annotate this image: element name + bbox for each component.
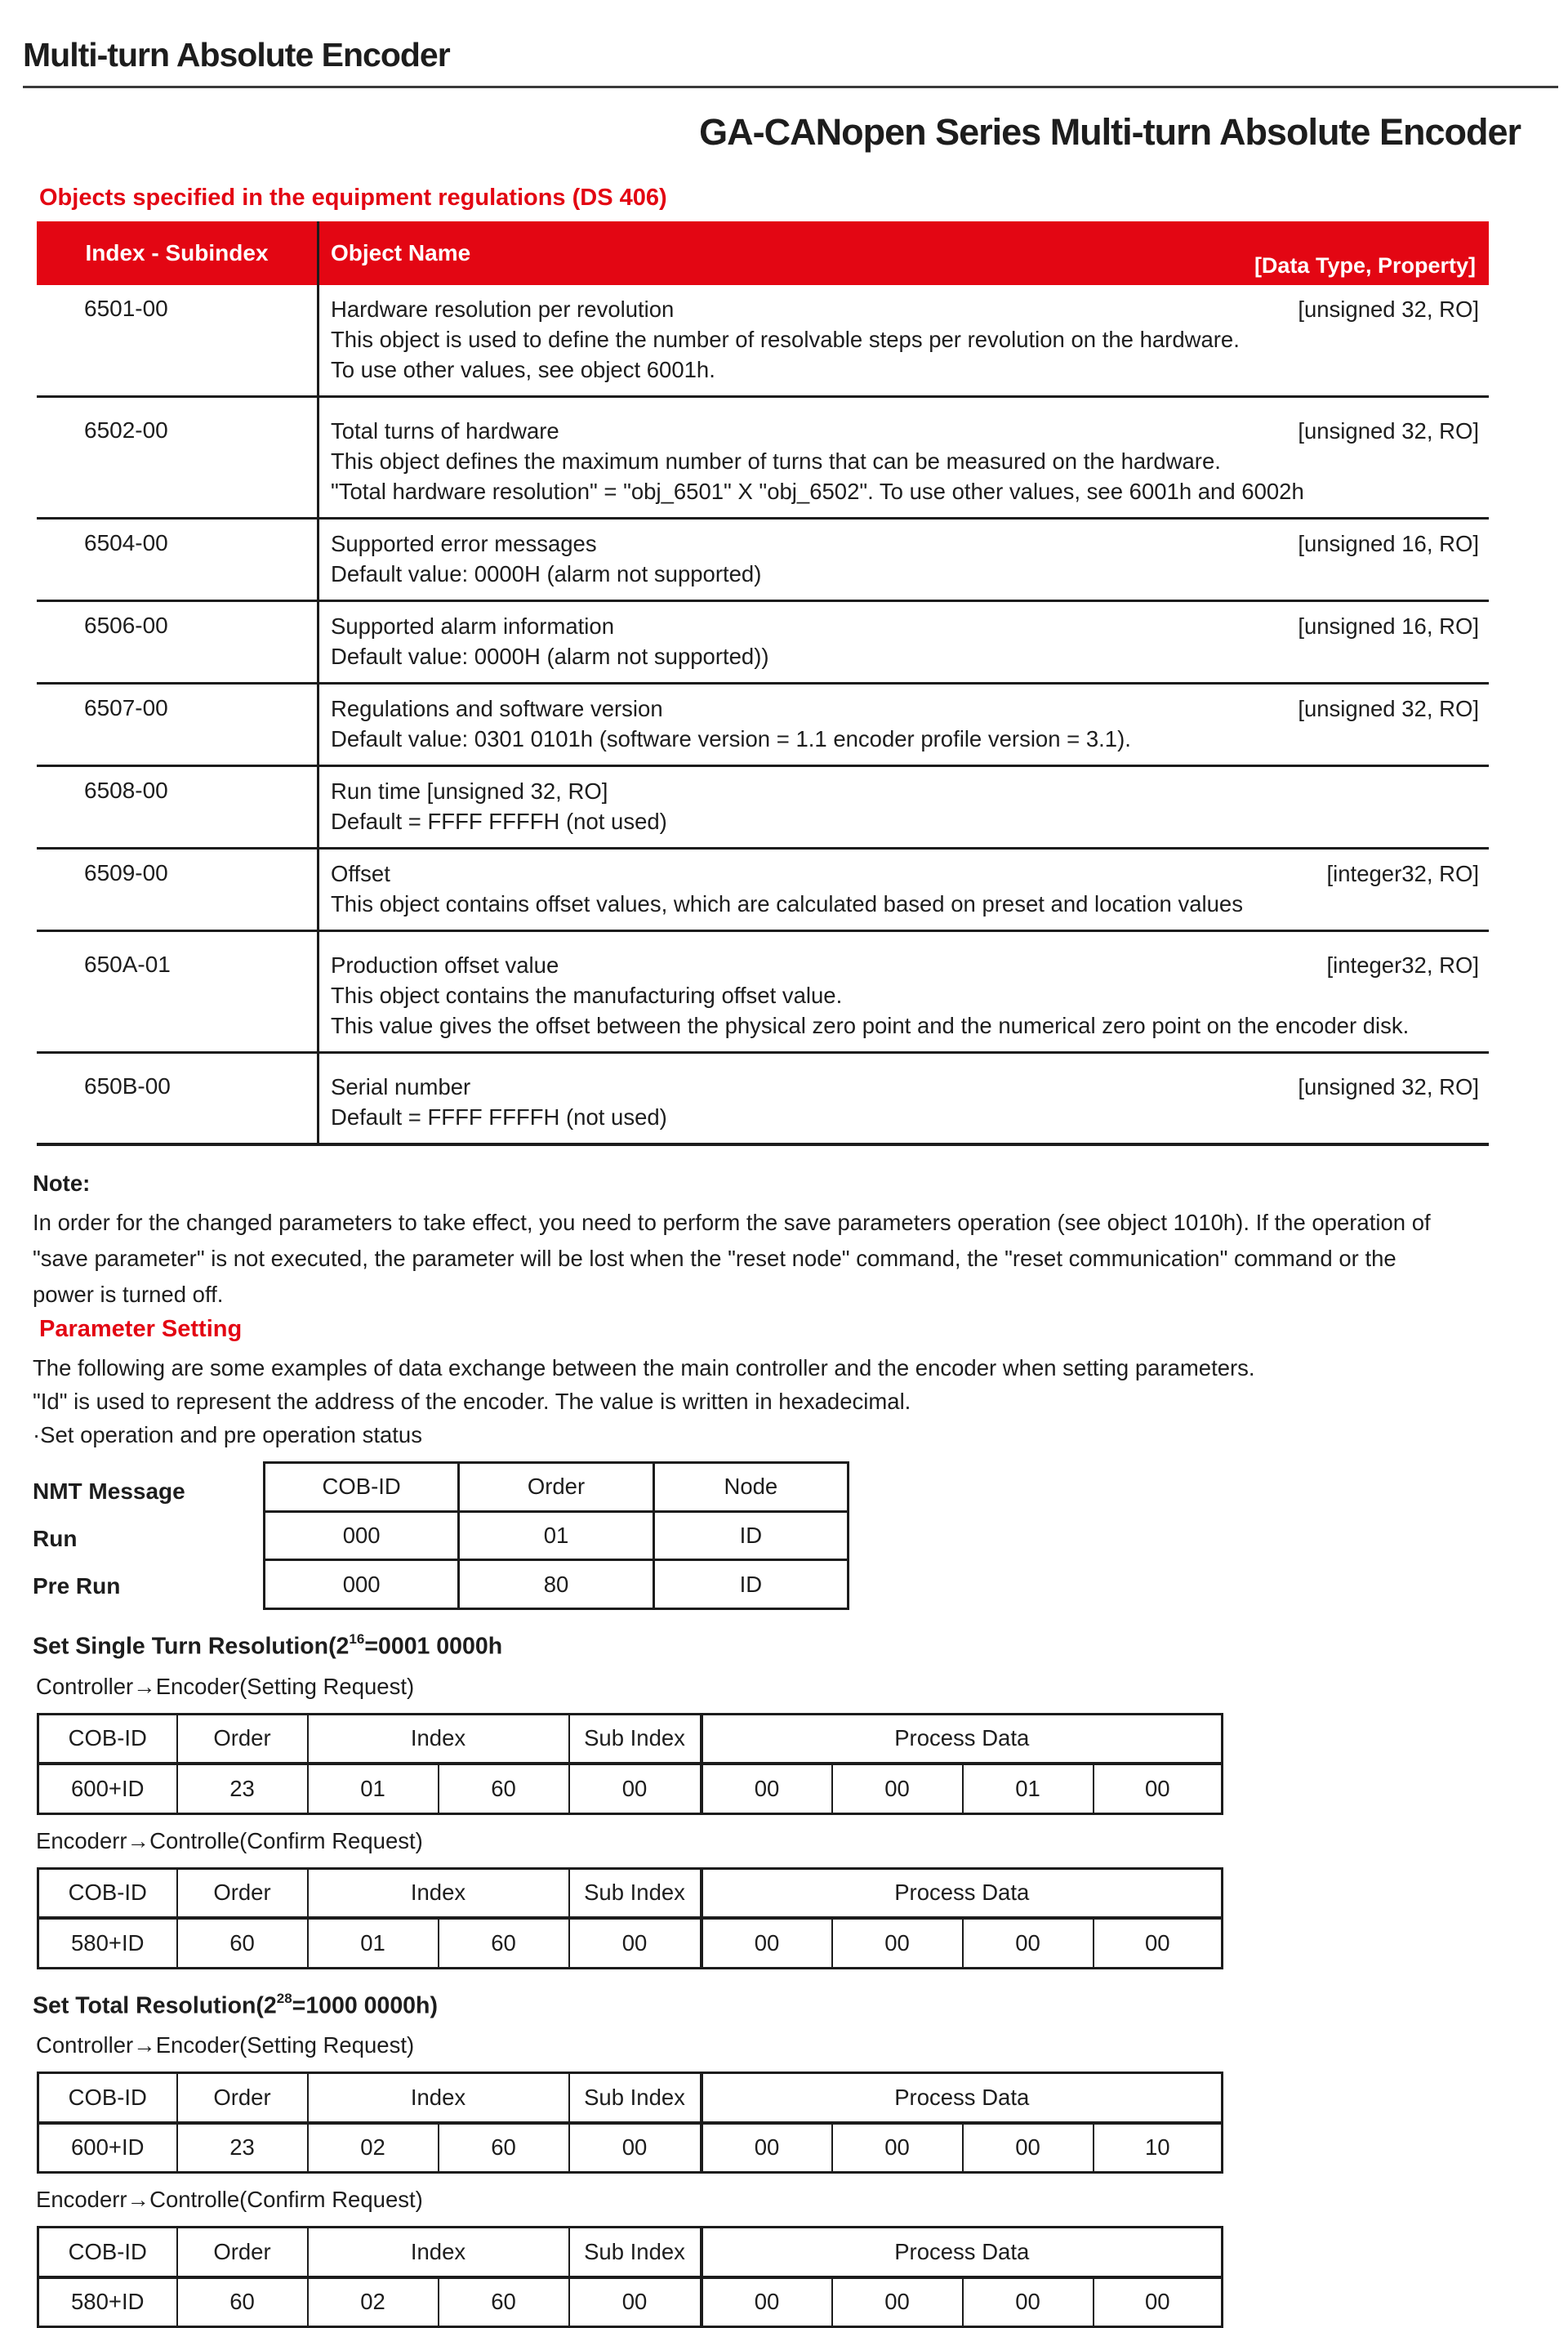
object-desc: Default value: 0301 0101h (software version = 1.1 encoder profile version = 3.1). [331,726,1131,751]
column-header: Index [308,1868,569,1918]
table-row [265,1511,849,1560]
nmt-table [263,1461,849,1610]
table-cell: 00 [569,2277,702,2327]
column-header-index-subindex: Index - Subindex [85,240,269,265]
sdo-table-total-resolution-confirm [37,2226,1223,2328]
table-cell: 00 [832,1918,963,1968]
table-cell: 01 [459,1511,653,1560]
object-desc: Default value: 0000H (alarm not supported)) [331,644,769,669]
table-cell: 00 [832,1764,963,1813]
column-header: Order [177,2073,308,2123]
object-title-line [331,611,1479,641]
object-cell [317,520,1489,600]
object-desc: This object contains the manufacturing offset value. [331,983,843,1008]
index-cell: 6508-00 [84,778,168,803]
sdo-table-single-turn-request [37,1713,1223,1815]
object-title: Supported alarm information [331,613,614,639]
column-header: Order [177,1868,308,1918]
table-cell: 60 [439,1918,569,1968]
table-cell: ID [653,1560,848,1609]
nmt-block [33,1461,1568,1610]
index-cell: 6501-00 [84,296,168,321]
intro-line: "Id" is used to represent the address of the encoder. The value is written in hexadecimal. [33,1389,911,1414]
heading-superscript: 16 [349,1631,365,1647]
object-cell [317,767,1489,847]
table-row [38,1714,1223,1764]
object-desc: This object contains offset values, which are calculated based on preset and location values [331,891,1243,916]
sdo-table-total-resolution-request [37,2072,1223,2174]
table-cell: 580+ID [38,2277,177,2327]
table-cell: 00 [1094,2277,1223,2327]
table-cell: 10 [1094,2123,1223,2173]
table-cell: 00 [569,2123,702,2173]
confirm-request-label: Encoderr→Controlle(Confirm Request) [36,1827,423,1853]
object-cell [317,602,1489,682]
table-row [37,767,1489,850]
table-cell: 01 [308,1764,439,1813]
object-title: Production offset value [331,952,559,978]
object-type: [integer32, RO] [1326,952,1479,978]
table-row [38,1764,1223,1813]
object-cell [317,685,1489,765]
heading-text: =1000 0000h) [292,1992,438,2018]
object-title: Serial number [331,1074,471,1099]
table-cell: 00 [963,2277,1094,2327]
note-section [33,1171,1568,1313]
table-cell: 60 [177,2277,308,2327]
column-header-data-type: [Data Type, Property] [1254,253,1476,278]
table-cell: 23 [177,2123,308,2173]
object-type: [unsigned 32, RO] [1298,696,1479,721]
note-line: "save parameter" is not executed, the parameter will be lost when the "reset node" command, the "reset communication" command or the [33,1246,1396,1271]
table-cell: 580+ID [38,1918,177,1968]
object-title-line [331,1072,1479,1102]
object-type: [unsigned 32, RO] [1298,297,1479,322]
object-title: Total turns of hardware [331,418,559,444]
column-header: Process Data [702,2228,1223,2277]
object-title: Regulations and software version [331,696,663,721]
table-cell: 00 [832,2277,963,2327]
object-cell [317,932,1489,1051]
object-type: [unsigned 32, RO] [1298,1074,1479,1099]
heading-superscript: 28 [276,1990,292,2006]
table-cell: 00 [1094,1764,1223,1813]
column-header: Sub Index [569,1868,702,1918]
index-cell: 6507-00 [84,695,168,720]
object-cell [317,850,1489,930]
index-cell: 650B-00 [84,1073,171,1099]
object-desc: This object is used to define the number of resolvable steps per revolution on the hardware. [331,327,1240,352]
table-cell: 600+ID [38,1764,177,1813]
table-cell: 00 [1094,1918,1223,1968]
object-type: [integer32, RO] [1326,861,1479,886]
object-title-line [331,416,1479,446]
heading-text: =0001 0000h [364,1633,503,1660]
object-title: Run time [unsigned 32, RO] [331,778,608,804]
setting-request-label: Controller→Encoder(Setting Request) [36,1673,415,1699]
setting-request-label: Controller→Encoder(Setting Request) [36,2032,415,2058]
table-cell: 00 [963,1918,1094,1968]
note-line: In order for the changed parameters to take effect, you need to perform the save parameters operation (see object 1010h). If the operation of [33,1210,1431,1235]
table-row [38,1918,1223,1968]
table-row [37,850,1489,932]
page-title: Multi-turn Absolute Encoder [23,36,450,74]
index-cell: 6506-00 [84,613,168,638]
column-header: Process Data [702,2073,1223,2123]
title-divider [23,86,1558,88]
column-header: COB-ID [38,2228,177,2277]
table-row [37,520,1489,602]
table-row [265,1463,849,1512]
table-cell: 02 [308,2277,439,2327]
table-row [38,2228,1223,2277]
object-type: [unsigned 32, RO] [1298,418,1479,444]
table-cell: 00 [702,2277,832,2327]
nmt-label: Pre Run [33,1573,121,1599]
table-row [38,2277,1223,2327]
heading-text: Set Single Turn Resolution(2 [33,1633,350,1660]
object-title-line [331,776,1479,806]
column-header: Index [308,1714,569,1764]
column-header: Process Data [702,1868,1223,1918]
table-row [37,1054,1489,1146]
table-cell: 01 [963,1764,1094,1813]
column-header-object-name-wrap [317,221,1489,285]
table-cell: 60 [439,2277,569,2327]
table-cell: 01 [308,1918,439,1968]
objects-table-header [37,221,1489,285]
parameter-intro [33,1351,1568,1452]
column-header: Order [459,1463,653,1512]
table-cell: 80 [459,1560,653,1609]
object-cell [317,1054,1489,1143]
index-cell: 6504-00 [84,530,168,555]
column-header: Index [308,2073,569,2123]
column-header: Order [177,1714,308,1764]
total-resolution-heading [33,1992,1568,2020]
intro-line: ·Set operation and pre operation status [33,1422,422,1447]
nmt-row-labels [33,1461,263,1610]
table-row [38,2073,1223,2123]
single-turn-heading [33,1633,1568,1661]
column-header: Sub Index [569,1714,702,1764]
table-cell: 23 [177,1764,308,1813]
table-cell: 00 [702,1764,832,1813]
table-row [37,685,1489,767]
table-row [37,932,1489,1054]
column-header: Process Data [702,1714,1223,1764]
intro-line: The following are some examples of data exchange between the main controller and the encoder when setting parameters. [33,1355,1255,1380]
object-cell [317,285,1489,395]
object-desc: Default = FFFF FFFFH (not used) [331,809,667,834]
table-row [38,1868,1223,1918]
table-cell: 00 [702,2123,832,2173]
object-title-line [331,693,1479,724]
table-cell: 60 [177,1918,308,1968]
table-row [37,602,1489,685]
object-title: Hardware resolution per revolution [331,297,675,322]
column-header: COB-ID [38,2073,177,2123]
object-type: [unsigned 16, RO] [1298,531,1479,556]
index-cell: 6502-00 [84,417,168,443]
note-label: Note: [33,1171,91,1196]
table-cell: 000 [265,1560,459,1609]
parameter-setting-heading: Parameter Setting [39,1316,243,1342]
table-cell: 00 [702,1918,832,1968]
table-cell: 00 [569,1764,702,1813]
table-cell: 000 [265,1511,459,1560]
heading-text: Set Total Resolution(2 [33,1992,277,2018]
table-cell: ID [653,1511,848,1560]
column-header: Index [308,2228,569,2277]
column-header: COB-ID [38,1714,177,1764]
table-cell: 02 [308,2123,439,2173]
column-header: COB-ID [38,1868,177,1918]
table-row [37,285,1489,398]
column-header: Node [653,1463,848,1512]
column-header-object-name: Object Name [331,240,471,265]
sdo-table-single-turn-confirm [37,1867,1223,1969]
object-title-line [331,859,1479,889]
series-title: GA-CANopen Series Multi-turn Absolute Encoder [699,111,1521,153]
table-cell: 60 [439,2123,569,2173]
object-type [1463,776,1479,806]
column-header: Order [177,2228,308,2277]
index-cell: 6509-00 [84,860,168,885]
column-header: Sub Index [569,2228,702,2277]
object-type: [unsigned 16, RO] [1298,613,1479,639]
table-row [38,2123,1223,2173]
nmt-label: Run [33,1526,78,1551]
column-header: Sub Index [569,2073,702,2123]
objects-table [37,221,1489,1146]
nmt-label: NMT Message [33,1478,185,1504]
objects-section-heading: Objects specified in the equipment regulations (DS 406) [39,185,667,211]
table-row [265,1560,849,1609]
object-title: Offset [331,861,390,886]
object-desc: Default = FFFF FFFFH (not used) [331,1104,667,1130]
note-line: power is turned off. [33,1282,224,1307]
object-desc: Default value: 0000H (alarm not supported) [331,561,762,586]
object-desc: This object defines the maximum number of turns that can be measured on the hardware. [331,448,1221,474]
index-cell: 650A-01 [84,952,171,977]
object-title-line [331,528,1479,559]
object-desc: This value gives the offset between the physical zero point and the numerical zero point on the encoder disk. [331,1013,1410,1038]
table-row [37,398,1489,520]
object-cell [317,398,1489,517]
object-desc: To use other values, see object 6001h. [331,357,715,382]
object-desc: "Total hardware resolution" = "obj_6501" X "obj_6502". To use other values, see 6001h and 6002h [331,479,1304,504]
table-cell: 00 [832,2123,963,2173]
column-header: COB-ID [265,1463,459,1512]
table-cell: 60 [439,1764,569,1813]
table-cell: 00 [569,1918,702,1968]
table-cell: 600+ID [38,2123,177,2173]
table-cell: 00 [963,2123,1094,2173]
confirm-request-label: Encoderr→Controlle(Confirm Request) [36,2187,423,2212]
object-title-line [331,950,1479,980]
object-title-line [331,294,1479,324]
object-title: Supported error messages [331,531,597,556]
